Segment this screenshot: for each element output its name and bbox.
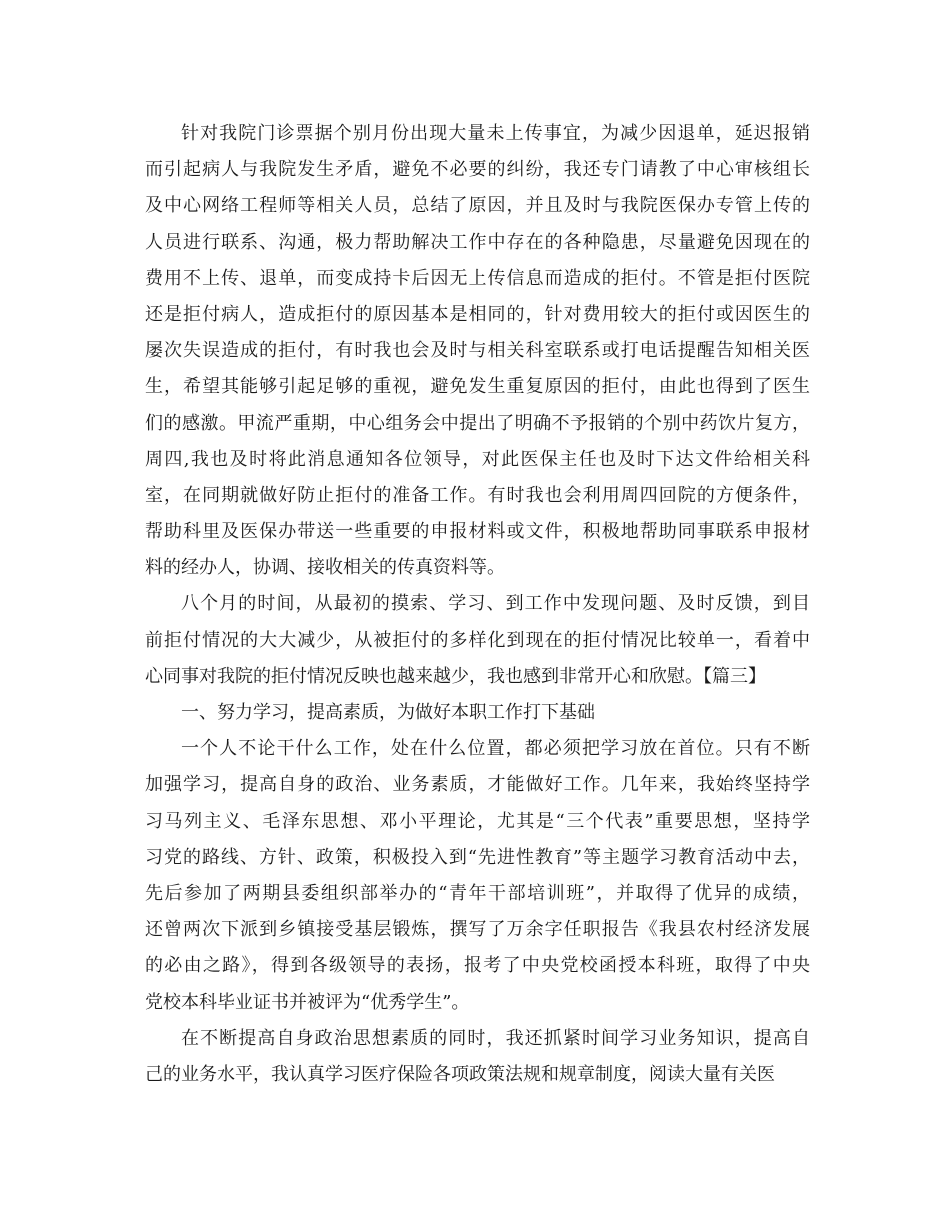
text-line: 屡次失误造成的拒付，有时我也会及时与相关科室联系或打电话提醒告知相关医 (145, 340, 810, 362)
text-line: 一个人不论干什么工作，处在什么位置，都必须把学习放在首位。只有不断 (181, 738, 810, 760)
paragraph (145, 116, 810, 586)
text-line: 还曾两次下派到乡镇接受基层锻炼，撰写了万余字任职报告《我县农村经济发展 (145, 919, 810, 941)
text-line: 一、努力学习，提高素质，为做好本职工作打下基础 (181, 702, 595, 723)
paragraph (145, 695, 810, 731)
text-line: 加强学习，提高自身的政治、业务素质，才能做好工作。几年来，我始终坚持学 (145, 774, 810, 796)
text-line: 及中心网络工程师等相关人员，总结了原因，并且及时与我院医保办专管上传的 (145, 195, 810, 217)
text-line: 人员进行联系、沟通，极力帮助解决工作中存在的各种隐患，尽量避免因现在的 (145, 231, 810, 253)
paragraph (145, 586, 810, 695)
text-line: 生，希望其能够引起足够的重视，避免发生重复原因的拒付，由此也得到了医生 (145, 376, 810, 398)
text-line: 己的业务水平，我认真学习医疗保险各项政策法规和规章制度，阅读大量有关医 (145, 1063, 775, 1085)
text-line: 的必由之路》，得到各级领导的表扬，报考了中央党校函授本科班，取得了中央 (145, 955, 810, 977)
text-line: 料的经办人，协调、接收相关的传真资料等。 (145, 557, 505, 579)
text-line: 费用不上传、退单，而变成持卡后因无上传信息而造成的拒付。不管是拒付医院 (145, 267, 810, 289)
paragraph (145, 731, 810, 1021)
text-line: 帮助科里及医保办带送一些重要的申报材料或文件，积极地帮助同事联系申报材 (145, 521, 810, 543)
text-line: 习党的路线、方针、政策，积极投入到“先进性教育”等主题学习教育活动中去， (145, 846, 810, 868)
text-line: 室，在同期就做好防止拒付的准备工作。有时我也会利用周四回院的方便条件， (145, 484, 810, 506)
text-line: 习马列主义、毛泽东思想、邓小平理论，尤其是“三个代表”重要思想，坚持学 (145, 810, 810, 832)
text-line: 心同事对我院的拒付情况反映也越来越少，我也感到非常开心和欣慰。【篇三】 (145, 665, 766, 687)
text-line: 们的感激。甲流严重期，中心组务会中提出了明确不予报销的个别中药饮片复方， (145, 412, 810, 434)
text-line: 周四,我也及时将此消息通知各位领导，对此医保主任也及时下达文件给相关科 (145, 448, 810, 470)
paragraph (145, 1021, 810, 1093)
text-line: 还是拒付病人，造成拒付的原因基本是相同的，针对费用较大的拒付或因医生的 (145, 303, 810, 325)
text-line: 针对我院门诊票据个别月份出现大量未上传事宜，为减少因退单，延迟报销 (181, 123, 810, 144)
text-line: 前拒付情况的大大减少，从被拒付的多样化到现在的拒付情况比较单一，看着中 (145, 629, 810, 651)
text-line: 在不断提高自身政治思想素质的同时，我还抓紧时间学习业务知识，提高自 (181, 1027, 810, 1049)
text-line: 先后参加了两期县委组织部举办的“青年干部培训班”，并取得了优异的成绩， (145, 882, 810, 904)
document-body (145, 116, 810, 1093)
text-line: 党校本科毕业证书并被评为“优秀学生”。 (145, 991, 470, 1013)
text-line: 八个月的时间，从最初的摸索、学习、到工作中发现问题、及时反馈，到目 (181, 593, 810, 615)
text-line: 而引起病人与我院发生矛盾，避免不必要的纠纷，我还专门请教了中心审核组长 (145, 159, 810, 181)
